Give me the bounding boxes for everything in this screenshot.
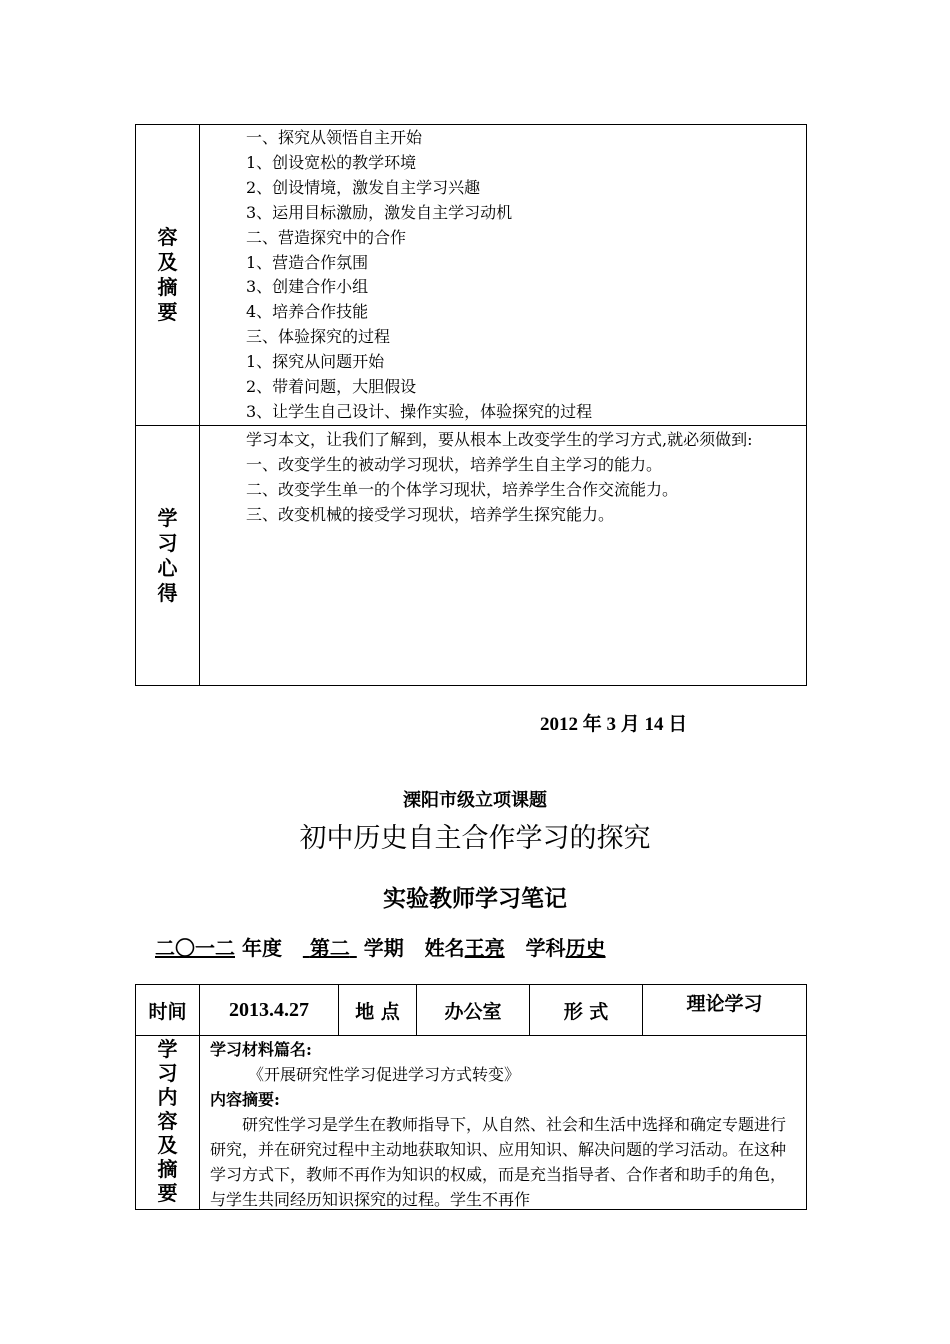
content-label-char: 及 [157, 250, 178, 274]
notes-table-1 [135, 124, 807, 686]
content-label-char: 摘 [157, 275, 178, 299]
name-label: 姓名 [424, 936, 465, 960]
reflection-point: 一、改变学生的被动学习现状，培养学生自主学习的能力。 [246, 455, 663, 474]
reflection-intro: 学习本文，让我们了解到，要从根本上改变学生的学习方式,就必须做到: [246, 430, 753, 449]
notes-table-2 [135, 984, 807, 1210]
study-label-char: 及 [157, 1133, 178, 1157]
name-value: 王亮 [464, 936, 505, 960]
year-suffix: 年度 [241, 936, 282, 960]
reflection-cell [200, 426, 807, 686]
summary-text: 研究性学习是学生在教师指导下，从自然、社会和生活中选择和确定专题进行研究，并在研究过程中主动地获取知识、应用知识、解决问题的学习活动。在这种学习方式下，教师不再作为知识的权威，而是充当指导者、合作者和助手的角色，与学生共同经历知识探究的过程。学生不再作 [210, 1115, 787, 1209]
content-line: 一、探究从领悟自主开始 [246, 128, 423, 147]
study-content-label-cell [136, 1036, 200, 1210]
form-value: 理论学习 [643, 985, 807, 1036]
material-label: 学习材料篇名: [210, 1040, 312, 1059]
content-line: 2、带着问题，大胆假设 [246, 377, 417, 397]
meta-line [155, 932, 606, 961]
study-label-char: 摘 [157, 1157, 178, 1181]
content-summary-cell [200, 125, 807, 426]
content-line: 3、让学生自己设计、操作实验，体验探究的过程 [246, 401, 593, 421]
summary-label: 内容摘要: [210, 1090, 280, 1109]
time-value: 2013.4.27 [200, 985, 339, 1036]
semester-suffix: 学期 [363, 936, 404, 960]
place-label: 地 点 [339, 985, 417, 1036]
reflection-point: 三、改变机械的接受学习现状，培养学生探究能力。 [246, 505, 615, 524]
reflection-label-char: 习 [157, 530, 178, 555]
material-title: 《开展研究性学习促进学习方式转变》 [248, 1065, 521, 1084]
time-label: 时间 [136, 985, 200, 1036]
study-content-cell [200, 1036, 807, 1210]
reflection-point: 二、改变学生单一的个体学习现状，培养学生合作交流能力。 [246, 480, 679, 499]
reflection-label-cell [136, 426, 200, 686]
subject-label: 学科 [525, 936, 566, 960]
semester-value: 第二 [309, 936, 350, 960]
study-label-char: 内 [157, 1085, 178, 1109]
page-subtitle: 实验教师学习笔记 [383, 886, 567, 912]
content-line: 1、创设宽松的教学环境 [246, 152, 417, 172]
content-line: 3、创建合作小组 [246, 277, 369, 297]
content-label-cell [136, 125, 200, 426]
reflection-label-char: 得 [157, 580, 178, 605]
entry-date: 2012 年 3 月 14 日 [540, 714, 688, 735]
form-label: 形 式 [530, 985, 643, 1036]
study-label-char: 学 [157, 1037, 178, 1061]
place-value: 办公室 [417, 985, 530, 1036]
subject-value: 历史 [565, 936, 606, 960]
content-line: 二、营造探究中的合作 [246, 227, 407, 247]
content-line: 3、运用目标激励，激发自主学习动机 [246, 202, 513, 222]
project-name: 溧阳市级立项课题 [403, 790, 547, 811]
content-line: 1、探究从问题开始 [246, 352, 385, 372]
study-label-char: 习 [157, 1061, 178, 1085]
content-line: 2、创设情境，激发自主学习兴趣 [246, 177, 481, 197]
study-label-char: 要 [157, 1181, 178, 1205]
content-line: 4、培养合作技能 [246, 302, 369, 322]
page-title: 初中历史自主合作学习的探究 [299, 823, 651, 854]
content-label-char: 容 [157, 225, 178, 249]
content-line: 三、体验探究的过程 [246, 327, 391, 347]
study-label-char: 容 [157, 1109, 178, 1133]
reflection-label-char: 心 [157, 555, 178, 580]
content-line: 1、营造合作氛围 [246, 252, 369, 272]
reflection-label-char: 学 [157, 505, 178, 530]
content-label-char: 要 [157, 300, 178, 324]
year-value: 二〇一二 [155, 936, 235, 960]
